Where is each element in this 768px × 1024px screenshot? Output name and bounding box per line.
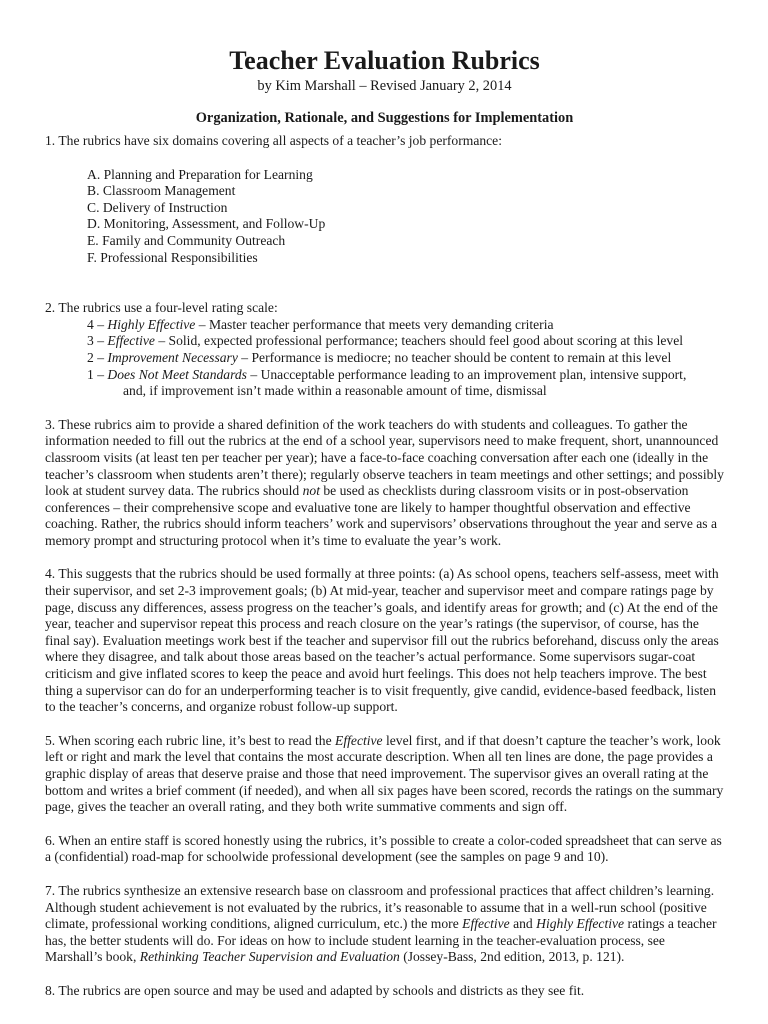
- rating-level-3: [45, 333, 724, 350]
- section-7: [45, 883, 724, 966]
- section-7-text-cont: ratings a teacher has, the better students will do. For ideas on how to include student learning in the teacher-evaluation process, see Marshall’s book,: [45, 916, 717, 965]
- section-3-emphasis: not: [302, 483, 320, 499]
- section-7-text-cont: and: [509, 916, 537, 932]
- section-3: [45, 417, 724, 550]
- section-6: 6. When an entire staff is scored honestly using the rubrics, it’s possible to create a color-coded spreadsheet that can serve as a (confidential) road-map for schoolwide professional development (see the samples on page 9 and 10).: [45, 832, 722, 865]
- section-3-text: 3. These rubrics aim to provide a shared definition of the work teachers do with students and colleagues. To gather the information needed to fill out the rubrics at the end of a school year, supervisors need to make frequent, short, unannounced classroom visits (at least ten per teacher per year); have a face-to-face coaching conversation after each one (ideally in the teacher’s classroom when students aren’t there); regularly observe teachers in team meetings and other settings; and possibly look at student survey data. The rubrics should: [45, 416, 724, 499]
- rating-description: – Master teacher performance that meets very demanding criteria: [195, 316, 554, 332]
- rating-name: Does Not Meet Standards: [107, 366, 247, 382]
- rating-level-4: [45, 317, 724, 334]
- document-byline: by Kim Marshall – Revised January 2, 2014: [257, 78, 512, 94]
- section-5-text: 5. When scoring each rubric line, it’s best to read the: [45, 732, 336, 748]
- domain-item: E. Family and Community Outreach: [87, 232, 286, 248]
- section-7-text-end: (Jossey-Bass, 2nd edition, 2013, p. 121).: [399, 949, 625, 965]
- document-title: Teacher Evaluation Rubrics: [229, 46, 540, 75]
- rating-level-1: [45, 367, 724, 400]
- domain-item: A. Planning and Preparation for Learning: [87, 166, 313, 182]
- section-7-emphasis: Effective: [462, 916, 510, 932]
- section-7-emphasis: Highly Effective: [536, 916, 625, 932]
- domain-list: [45, 167, 724, 267]
- rating-description: – Solid, expected professional performance; teachers should feel good about scoring at this level: [154, 333, 684, 349]
- rating-name: Highly Effective: [107, 316, 196, 332]
- rating-number: 3 –: [87, 333, 108, 349]
- section-2-intro: 2. The rubrics use a four-level rating scale:: [45, 300, 278, 316]
- rating-level-2: [45, 350, 724, 367]
- rating-description-continued: and, if improvement isn’t made within a reasonable amount of time, dismissal: [123, 383, 547, 399]
- section-5-emphasis: Effective: [335, 732, 383, 748]
- rating-name: Effective: [107, 333, 155, 349]
- domain-item: F. Professional Responsibilities: [87, 249, 258, 265]
- section-4: 4. This suggests that the rubrics should be used formally at three points: (a) As school opens, teachers self-assess, meet with their supervisor, and set 2-3 improvement goals; (b) At mid-year, teacher and supervisor meet and compare ratings page by page, discuss any differences, assess progress on the teacher’s goals, and identify areas for growth; and (c) At the end of the year, teacher and supervisor repeat this process and reach closure on the year’s ratings (the supervisor, of course, has the final say). Evaluation meetings work best if the teacher and supervisor fill out the rubrics beforehand, discuss only the areas where they disagree, and talk about those areas based on the teacher’s actual performance. Some supervisors sugar-coat criticism and give inflated scores to keep the peace and avoid hurt feelings. This does not help teachers improve. The best thing a supervisor can do for an underperforming teacher is to visit frequently, give candid, evidence-based feedback, listen to the teacher’s concerns, and organize robust follow-up support.: [45, 566, 719, 715]
- section-2: [45, 300, 724, 400]
- section-8: 8. The rubrics are open source and may be used and adapted by schools and districts as they see fit.: [45, 982, 585, 998]
- section-5-text-cont: level first, and if that doesn’t capture the teacher’s work, look left or right and mark the level that contains the most accurate description. When all ten lines are done, the page provides a graphic display of areas that deserve praise and those that need improvement. The supervisor gives an overall rating at the bottom and writes a brief comment (if needed), and when all six pages have been scored, records the ratings on the summary page, gives the teacher an overall rating, and they both write summative comments and sign off.: [45, 732, 724, 815]
- section-1-intro: 1. The rubrics have six domains covering all aspects of a teacher’s job performance:: [45, 133, 502, 148]
- rating-number: 1 –: [87, 366, 108, 382]
- book-title: Rethinking Teacher Supervision and Evaluation: [139, 949, 400, 965]
- rating-number: 2 –: [87, 349, 108, 365]
- section-7-text: 7. The rubrics synthesize an extensive research base on classroom and professional practices that affect children’s learning. Although student achievement is not evaluated by the rubrics, it’s reasonable to assume that in a well-run school (positive climate, professional working conditions, aligned curriculum, etc.) the more: [45, 882, 715, 932]
- domain-item: D. Monitoring, Assessment, and Follow-Up: [87, 216, 326, 232]
- section-5: [45, 733, 724, 816]
- section-3-text-cont: be used as checklists during classroom visits or in post-observation conferences – their comprehensive scope and evaluative tone are likely to hamper thoughtful observation and effective coaching. Rather, the rubrics should inform teachers’ work and supervisors’ observations throughout the year and serve as a memory prompt and structuring protocol when it’s time to evaluate the year’s work.: [45, 483, 718, 548]
- rating-number: 4 –: [87, 316, 108, 332]
- rating-description: – Performance is mediocre; no teacher should be content to remain at this level: [237, 349, 672, 365]
- document-subtitle: Organization, Rationale, and Suggestions for Implementation: [195, 110, 574, 126]
- rating-name: Improvement Necessary: [107, 349, 238, 365]
- domain-item: B. Classroom Management: [87, 183, 236, 199]
- rating-description: – Unacceptable performance leading to an improvement plan, intensive support,: [246, 366, 687, 382]
- domain-item: C. Delivery of Instruction: [87, 199, 228, 215]
- section-1: [45, 133, 724, 150]
